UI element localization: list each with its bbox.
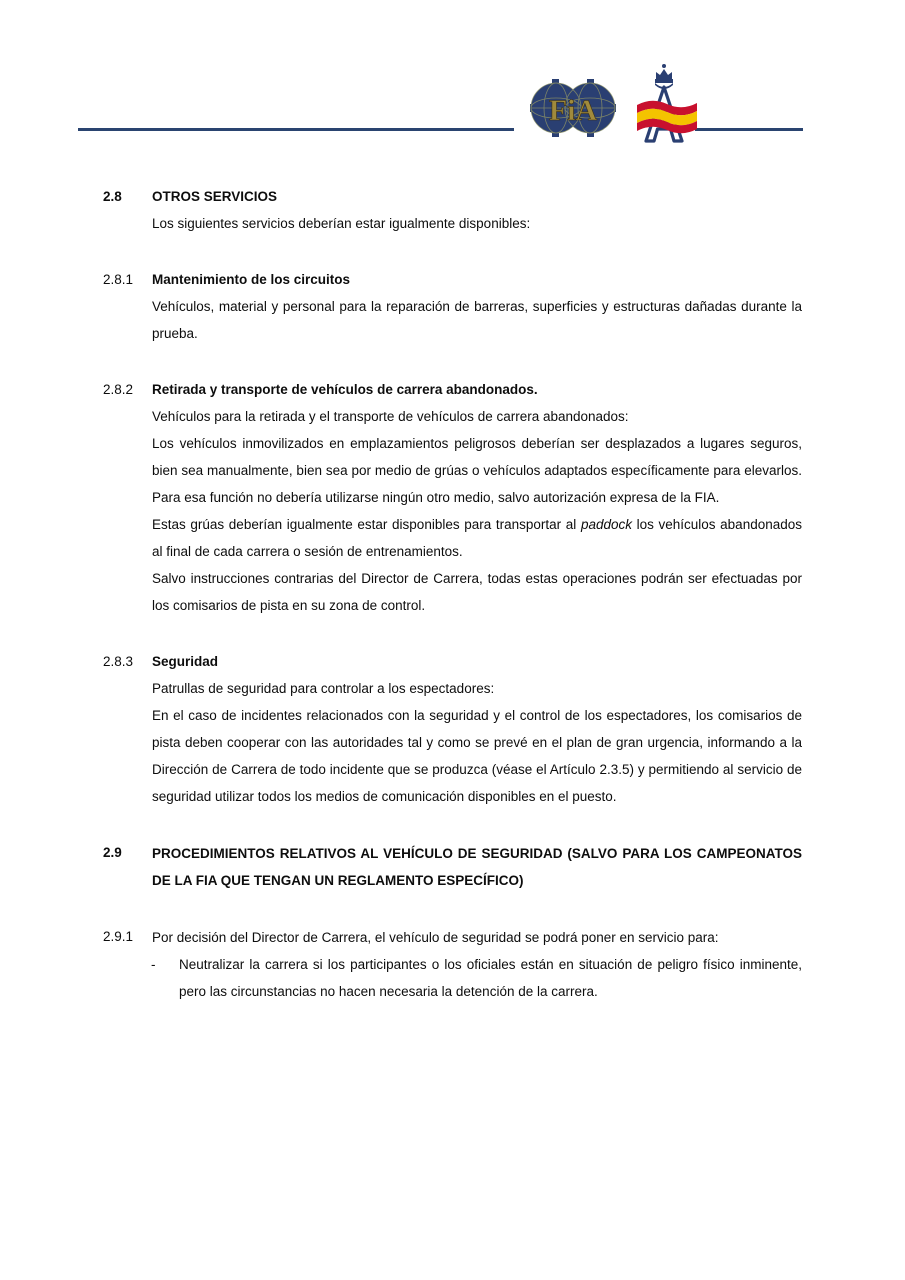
header-rule-left (78, 128, 514, 131)
crown-icon (655, 64, 673, 89)
section-2-9 (0, 840, 905, 894)
svg-text:FiA: FiA (548, 94, 598, 127)
section-2-8-2-paragraph-1: Vehículos para la retirada y el transporte de vehículos de carrera abandonados: (152, 409, 629, 424)
section-2-8 (0, 184, 905, 237)
bullet-text: Neutralizar la carrera si los participantes o los oficiales están en situación de peligro físico inminente, pero las circunstancias no hacen necesaria la detención de la carrera. (179, 957, 802, 999)
section-2-8-2-number: 2.8.2 (103, 382, 134, 397)
section-2-8-2-heading (0, 377, 905, 403)
section-2-9-title: PROCEDIMIENTOS RELATIVOS AL VEHÍCULO DE SEGURIDAD (SALVO PARA LOS CAMPEONATOS DE LA FIA QUE TENGAN UN REGLAMENTO ESPECÍFICO) (152, 846, 802, 888)
section-2-8-intro: Los siguientes servicios deberían estar igualmente disponibles: (152, 216, 531, 231)
section-2-8-3-paragraph-1: Patrullas de seguridad para controlar a los espectadores: (152, 681, 495, 696)
section-2-8-2-paragraph-3 (0, 511, 905, 565)
section-2-8-1 (0, 267, 905, 347)
section-2-9-number: 2.9 (103, 845, 122, 860)
section-2-9-1-heading (0, 924, 905, 951)
document-body (0, 150, 905, 1005)
section-2-8-3 (0, 649, 905, 810)
p3-after: los vehículos abandonados al final de cada carrera o sesión de entrenamientos. (152, 517, 803, 559)
section-2-8-1-heading (0, 267, 905, 293)
p3-before: Estas grúas deberían igualmente estar disponibles para transportar al (152, 517, 581, 532)
section-2-8-2 (0, 377, 905, 619)
section-2-9-heading (0, 840, 905, 894)
section-2-8-3-title: Seguridad (152, 654, 219, 669)
header-logos (522, 58, 712, 146)
section-2-8-3-heading (0, 649, 905, 675)
section-2-8-1-title: Mantenimiento de los circuitos (152, 272, 351, 287)
section-2-9-1-number: 2.9.1 (103, 929, 134, 944)
section-2-8-title: OTROS SERVICIOS (152, 189, 278, 204)
section-2-8-2-paragraph-2: Los vehículos inmovilizados en emplazamientos peligrosos deberían ser desplazados a lugares seguros, bien sea manualmente, bien sea por medio de grúas o vehículos adaptados específicamente para elevarlos. Para esa función no debería utilizarse ningún otro medio, salvo autorización expresa de la FIA. (152, 436, 802, 505)
section-2-8-heading (0, 184, 905, 210)
section-2-8-3-number: 2.8.3 (103, 654, 134, 669)
section-2-8-3-paragraph-2: En el caso de incidentes relacionados con la seguridad y el control de los espectadores, los comisarios de pista deben cooperar con las autoridades tal y como se prevé en el plan de gran urgencia, informando a la Dirección de Carrera de todo incidente que se produzca (véase el Artículo 2.3.5) y permitiendo al servicio de seguridad utilizar todos los medios de comunicación disponibles en el puesto. (152, 708, 802, 804)
section-2-9-1-bullet (0, 951, 905, 1005)
section-2-8-2-paragraph-4: Salvo instrucciones contrarias del Director de Carrera, todas estas operaciones podrán ser efectuadas por los comisarios de pista en su zona de control. (152, 571, 802, 613)
page-header (0, 0, 905, 150)
section-2-8-1-number: 2.8.1 (103, 272, 134, 287)
section-2-8-1-body: Vehículos, material y personal para la reparación de barreras, superficies y estructuras dañadas durante la prueba. (152, 299, 802, 341)
spanish-flag-banner (637, 101, 697, 134)
fia-logo (530, 78, 616, 138)
section-2-8-number: 2.8 (103, 189, 122, 204)
section-2-9-1-body: Por decisión del Director de Carrera, el vehículo de seguridad se podrá poner en servicio para: (152, 930, 719, 945)
section-2-9-1 (0, 924, 905, 1005)
rfeda-logo (634, 61, 706, 145)
paddock-emphasis: paddock (580, 517, 632, 532)
bullet-dash-marker: - (151, 957, 156, 972)
section-2-8-2-title: Retirada y transporte de vehículos de carrera abandonados. (152, 382, 538, 397)
